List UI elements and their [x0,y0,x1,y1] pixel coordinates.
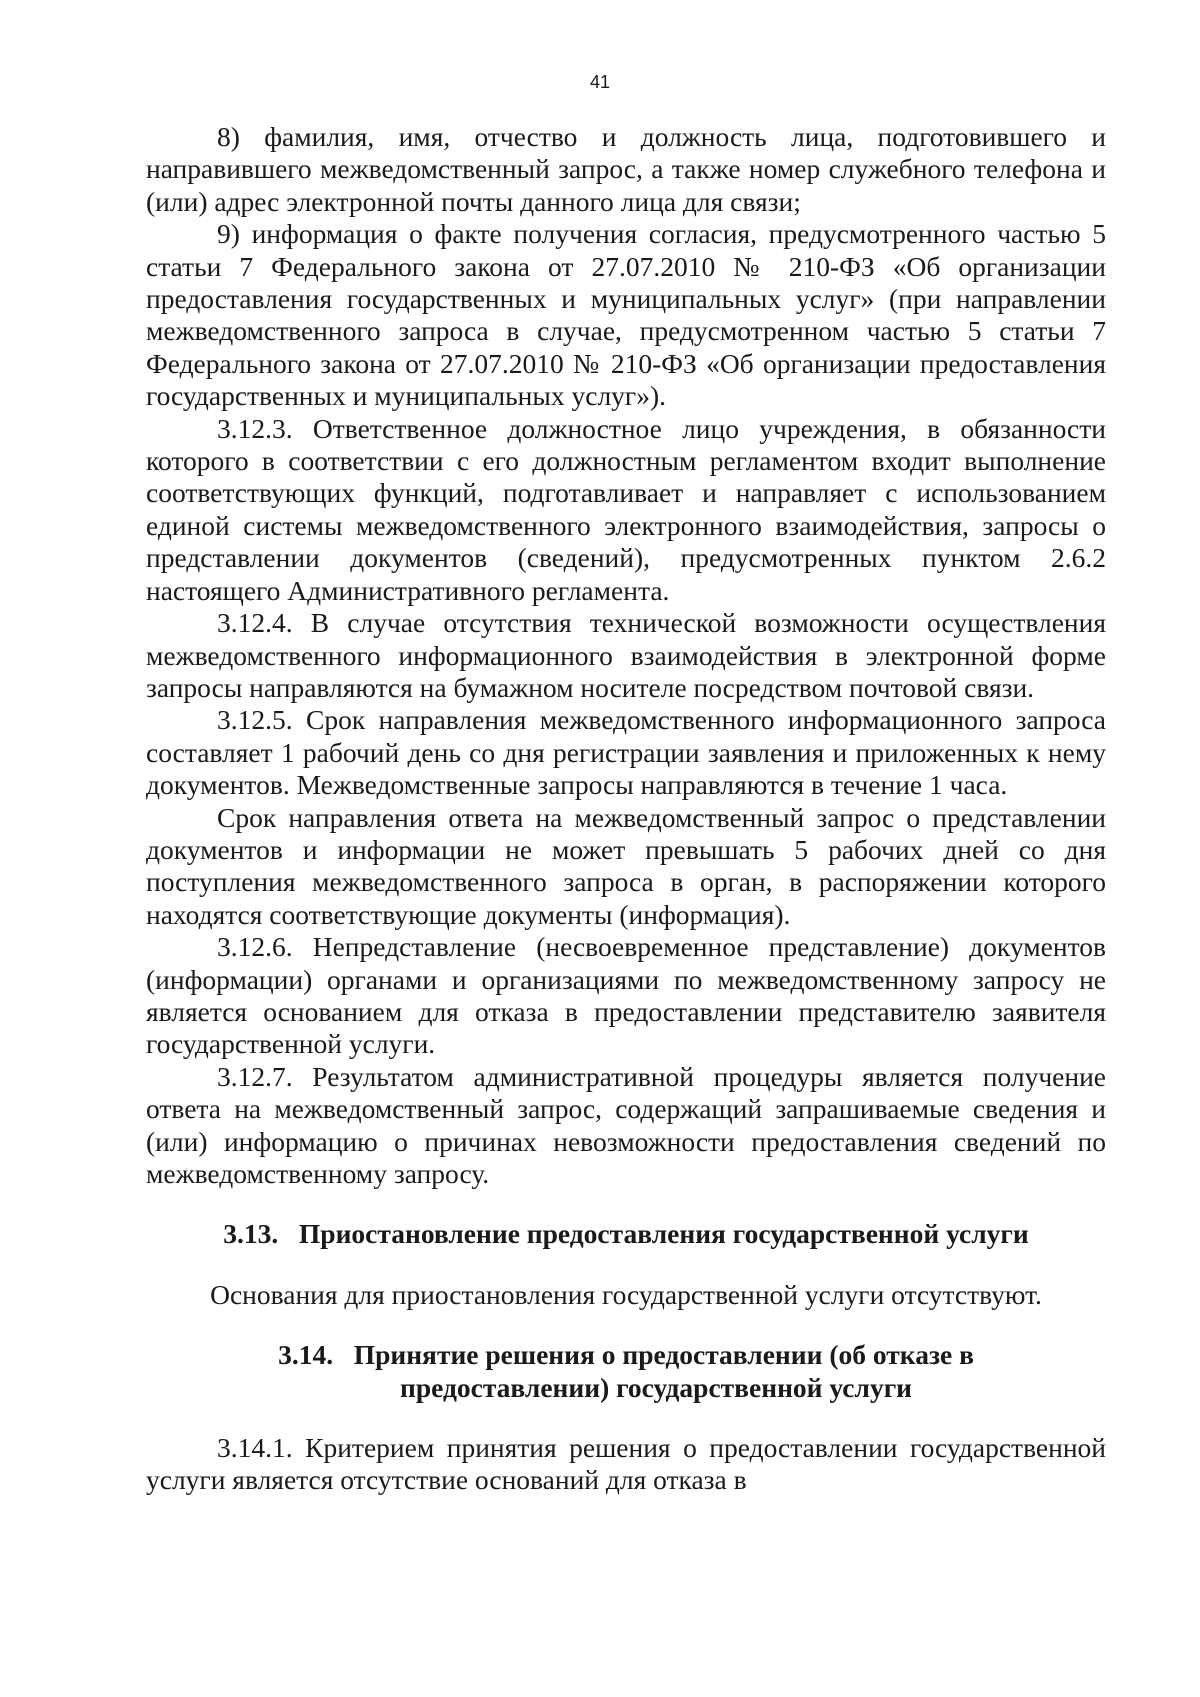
paragraph-3-12-6: 3.12.6. Непредставление (несвоевременное представление) документов (информации) органами и организациями по межведомственному запросу не является основанием для отказа в предоставлении представителю заявителя государственной услуги. [146,931,1106,1060]
section-heading-3-14-line2: предоставлении) государственной услуги [399,1371,913,1403]
page-number: 41 [589,72,611,92]
section-heading-3-14 [146,1339,1106,1404]
paragraph-3-12-3: 3.12.3. Ответственное должностное лицо учреждения, в обязанности которого в соответствии с его должностным регламентом входит выполнение соответствующих функций, подготавливает и направляет с использованием единой системы межведомственного электронного взаимодействия, запросы о представлении документов (сведений), предусмотренных пунктом 2.6.2 настоящего Административного регламента. [146,412,1106,606]
paragraph-item-8: 8) фамилия, имя, отчество и должность лица, подготовившего и направившего межведомственный запрос, а также номер служебного телефона и (или) адрес электронной почты данного лица для связи; [146,121,1106,217]
paragraph-3-12-4: 3.12.4. В случае отсутствия технической возможности осуществления межведомственного информационного взаимодействия в электронной форме запросы направляются на бумажном носителе посредством почтовой связи. [146,607,1106,703]
section-heading-3-14-line1: 3.14. Принятие решения о предоставлении (об отказе в [278,1339,974,1371]
paragraph-response-deadline: Срок направления ответа на межведомственный запрос о представлении документов и информации не может превышать 5 рабочих дней со дня поступления межведомственного запроса в орган, в распоряжении которого находятся соответствующие документы (информация). [146,801,1106,930]
paragraph-3-12-7: 3.12.7. Результатом административной процедуры является получение ответа на межведомственный запрос, содержащий запрашиваемые сведения и (или) информацию о причинах невозможности предоставления сведений по межведомственному запросу. [146,1060,1106,1189]
section-text-3-13: Основания для приостановления государственной услуги отсутствуют. [210,1278,1042,1310]
document-body [146,121,1106,1497]
section-heading-3-13: 3.13. Приостановление предоставления государственной услуги [223,1218,1029,1250]
paragraph-3-12-5: 3.12.5. Срок направления межведомственного информационного запроса составляет 1 рабочий день со дня регистрации заявления и приложенных к нему документов. Межведомственные запросы направляются в течение 1 часа. [146,704,1106,801]
paragraph-item-9: 9) информация о факте получения согласия, предусмотренного частью 5 статьи 7 Федерального закона от 27.07.2010 № 210-ФЗ «Об организации предоставления государственных и муниципальных услуг» (при направлении межведомственного запроса в случае, предусмотренном частью 5 статьи 7 Федерального закона от 27.07.2010 № 210-ФЗ «Об организации предоставления государственных и муниципальных услуг»). [146,218,1106,412]
paragraph-3-14-1: 3.14.1. Критерием принятия решения о предоставлении государственной услуги является отсутствие оснований для отказа в [146,1432,1106,1496]
